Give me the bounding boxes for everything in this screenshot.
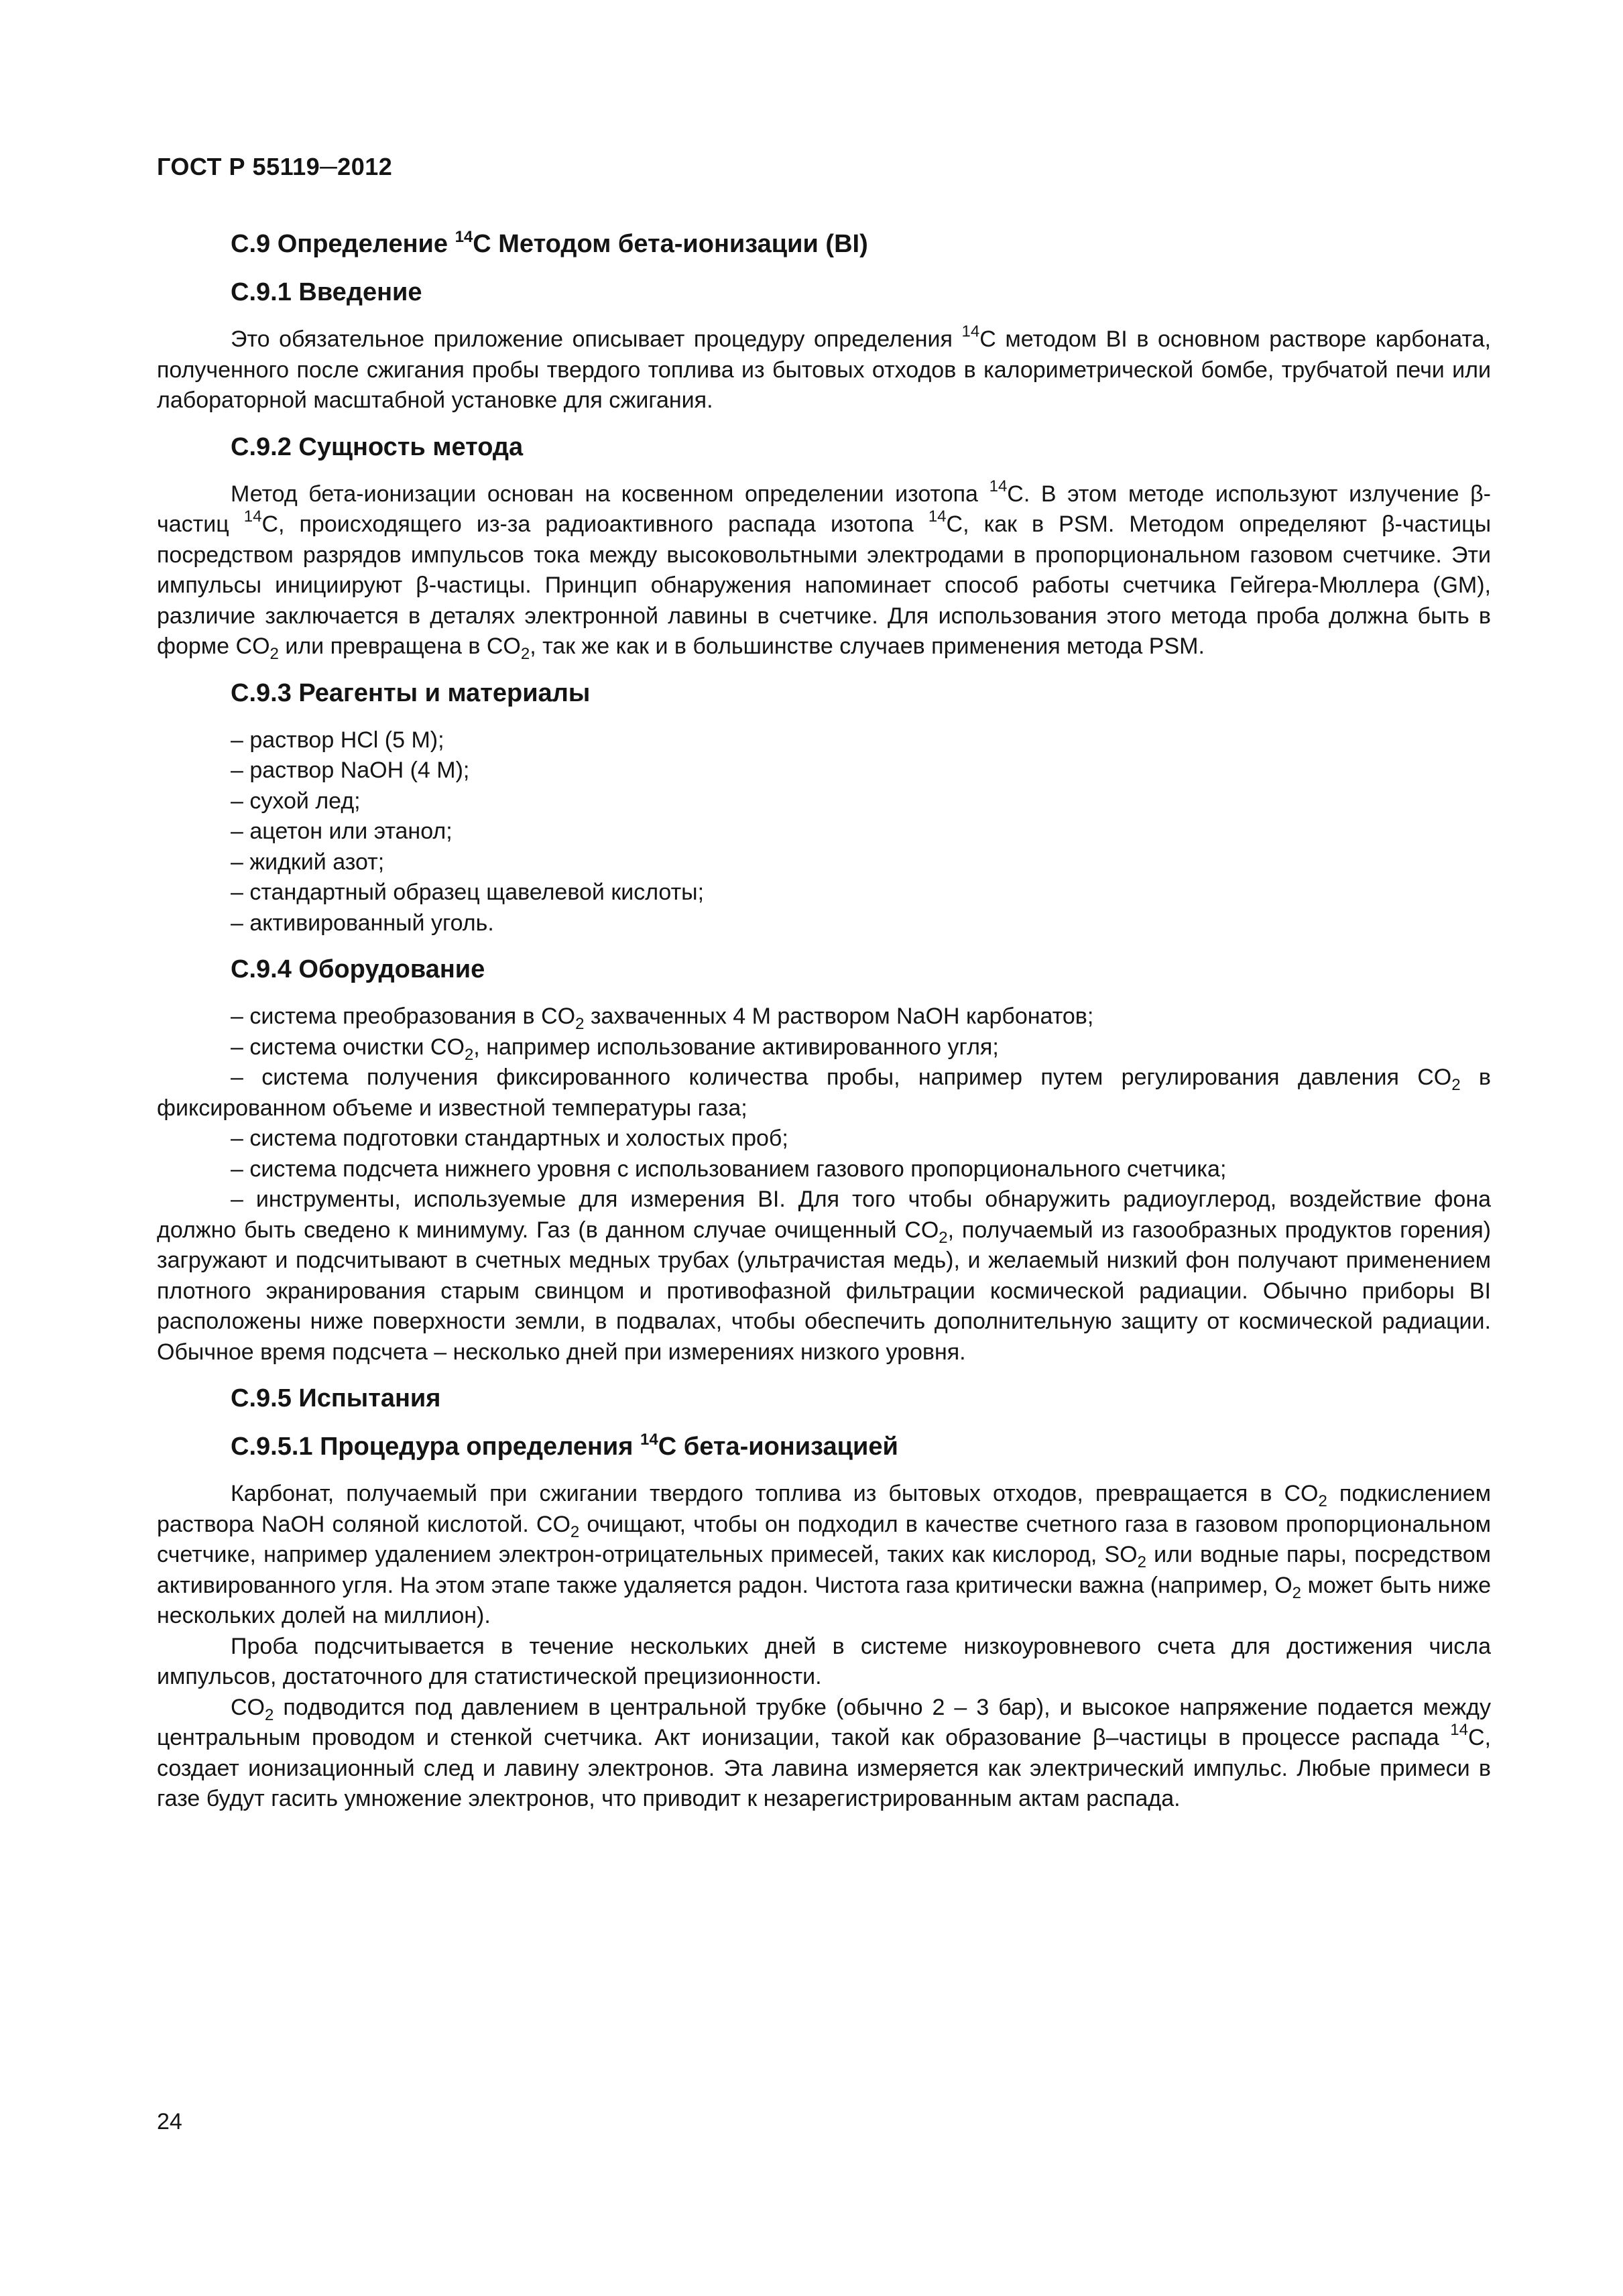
list-item: – система подготовки стандартных и холостых проб; [231,1126,788,1151]
section-c95-title: С.9.5 Испытания [231,1384,441,1412]
section-c94-title: С.9.4 Оборудование [231,955,485,983]
section-c951-paragraph-1: Карбонат, получаемый при сжигании твердого топлива из бытовых отходов, превращается в $CO_2$ подкислением раствора NaOH соляной кислотой. $CO_2$ очищают, чтобы он подходил в качестве счетного газа в газовом пропорциональном счетчике, например удалением электрон-отрицательных примесей, таких как кислород, $SO_2$ или водные пары, посредством активированного угля. На этом этапе также удаляется радон. Чистота газа критически важна (например, $O_2$ может быть ниже нескольких долей на миллион). [157,1481,1491,1628]
section-c93-title: С.9.3 Реагенты и материалы [231,678,591,707]
list-item: – система получения фиксированного количества пробы, например путем регулирования давления $CO_2$ в фиксированном объеме и известной температуры газа; [157,1065,1491,1121]
section-c951-paragraph-3: $CO_2$ подводится под давлением в центральной трубке (обычно 2 – 3 бар), и высокое напряжение подается между центральным проводом и стенкой счетчика. Акт ионизации, такой как образование β–частицы в процессе распада $^{14}$С, создает ионизационный след и лавину электронов. Эта лавина измеряется как электрический импульс. Любые примеси в газе будут гасить умножение электронов, что приводит к незарегистрированным актам распада. [157,1694,1491,1811]
section-c92-title: С.9.2 Сущность метода [231,432,524,461]
list-item: – инструменты, используемые для измерения BI. Для того чтобы обнаружить радиоуглерод, воздействие фона должно быть сведено к минимуму. Газ (в данном случае очищенный $CO_2$, получаемый из газообразных продуктов горения) загружают и подсчитывают в счетных медных трубах (ультрачистая медь), и желаемый низкий фон получают применением плотного экранирования старым свинцом и противофазной фильтрации космической радиации. Обычно приборы BI расположены ниже поверхности земли, в подвалах, чтобы обеспечить дополнительную защиту от космической радиации. Обычное время подсчета – несколько дней при измерениях низкого уровня. [157,1187,1491,1365]
page-content [157,228,1491,1815]
list-item: – активированный уголь. [231,910,494,936]
section-c9-title: С.9 Определение $^{14}$С Методом бета-ионизации (BI) [231,228,868,258]
section-c92-paragraph: Метод бета-ионизации основан на косвенном определении изотопа $^{14}$С. В этом методе используют излучение β-частиц $^{14}$С, происходящего из-за радиоактивного распада изотопа $^{14}$С, как в PSM. Методом определяют β-частицы посредством разрядов импульсов тока между высоковольтными электродами в пропорциональном газовом счетчике. Эти импульсы инициируют β-частицы. Принцип обнаружения напоминает способ работы счетчика Гейгера-Мюллера (GM), различие заключается в деталях электронной лавины в счетчике. Для использования этого метода проба должна быть в форме $CO_2$ или превращена в $CO_2$, так же как и в большинстве случаев применения метода PSM. [157,477,1492,663]
section-c91-title: С.9.1 Введение [231,278,422,306]
equipment-list [157,1002,1491,1368]
page-number: 24 [157,2109,182,2134]
document-header: ГОСТ Р 55119─2012 [157,153,393,180]
list-item: – система очистки $CO_2$, например использование активированного угля; [231,1034,999,1064]
list-item: – сухой лед; [231,788,361,814]
list-item: – раствор HCl (5 M); [231,727,444,753]
list-item: – раствор NaOH (4 M); [231,758,470,783]
section-c951-title: С.9.5.1 Процедура определения $^{14}$С бета-ионизацией [231,1431,898,1461]
section-c91-paragraph: Это обязательное приложение описывает процедуру определения $^{14}$С методом BI в основном растворе карбоната, полученного после сжигания пробы твердого топлива из бытовых отходов в калориметрической бомбе, трубчатой печи или лабораторной масштабной установке для сжигания. [157,322,1492,413]
section-c951-paragraph-2: Проба подсчитывается в течение нескольких дней в системе низкоуровневого счета для достижения числа импульсов, достаточного для статистической прецизионности. [157,1633,1491,1689]
list-item: – жидкий азот; [231,849,385,875]
list-item: – ацетон или этанол; [231,819,453,844]
list-item: – система подсчета нижнего уровня с использованием газового пропорционального счетчика; [231,1156,1227,1182]
reagents-list [157,725,1491,939]
list-item: – система преобразования в $CO_2$ захваченных 4 M раствором NaOH карбонатов; [231,1004,1094,1033]
list-item: – стандартный образец щавелевой кислоты; [231,880,705,905]
